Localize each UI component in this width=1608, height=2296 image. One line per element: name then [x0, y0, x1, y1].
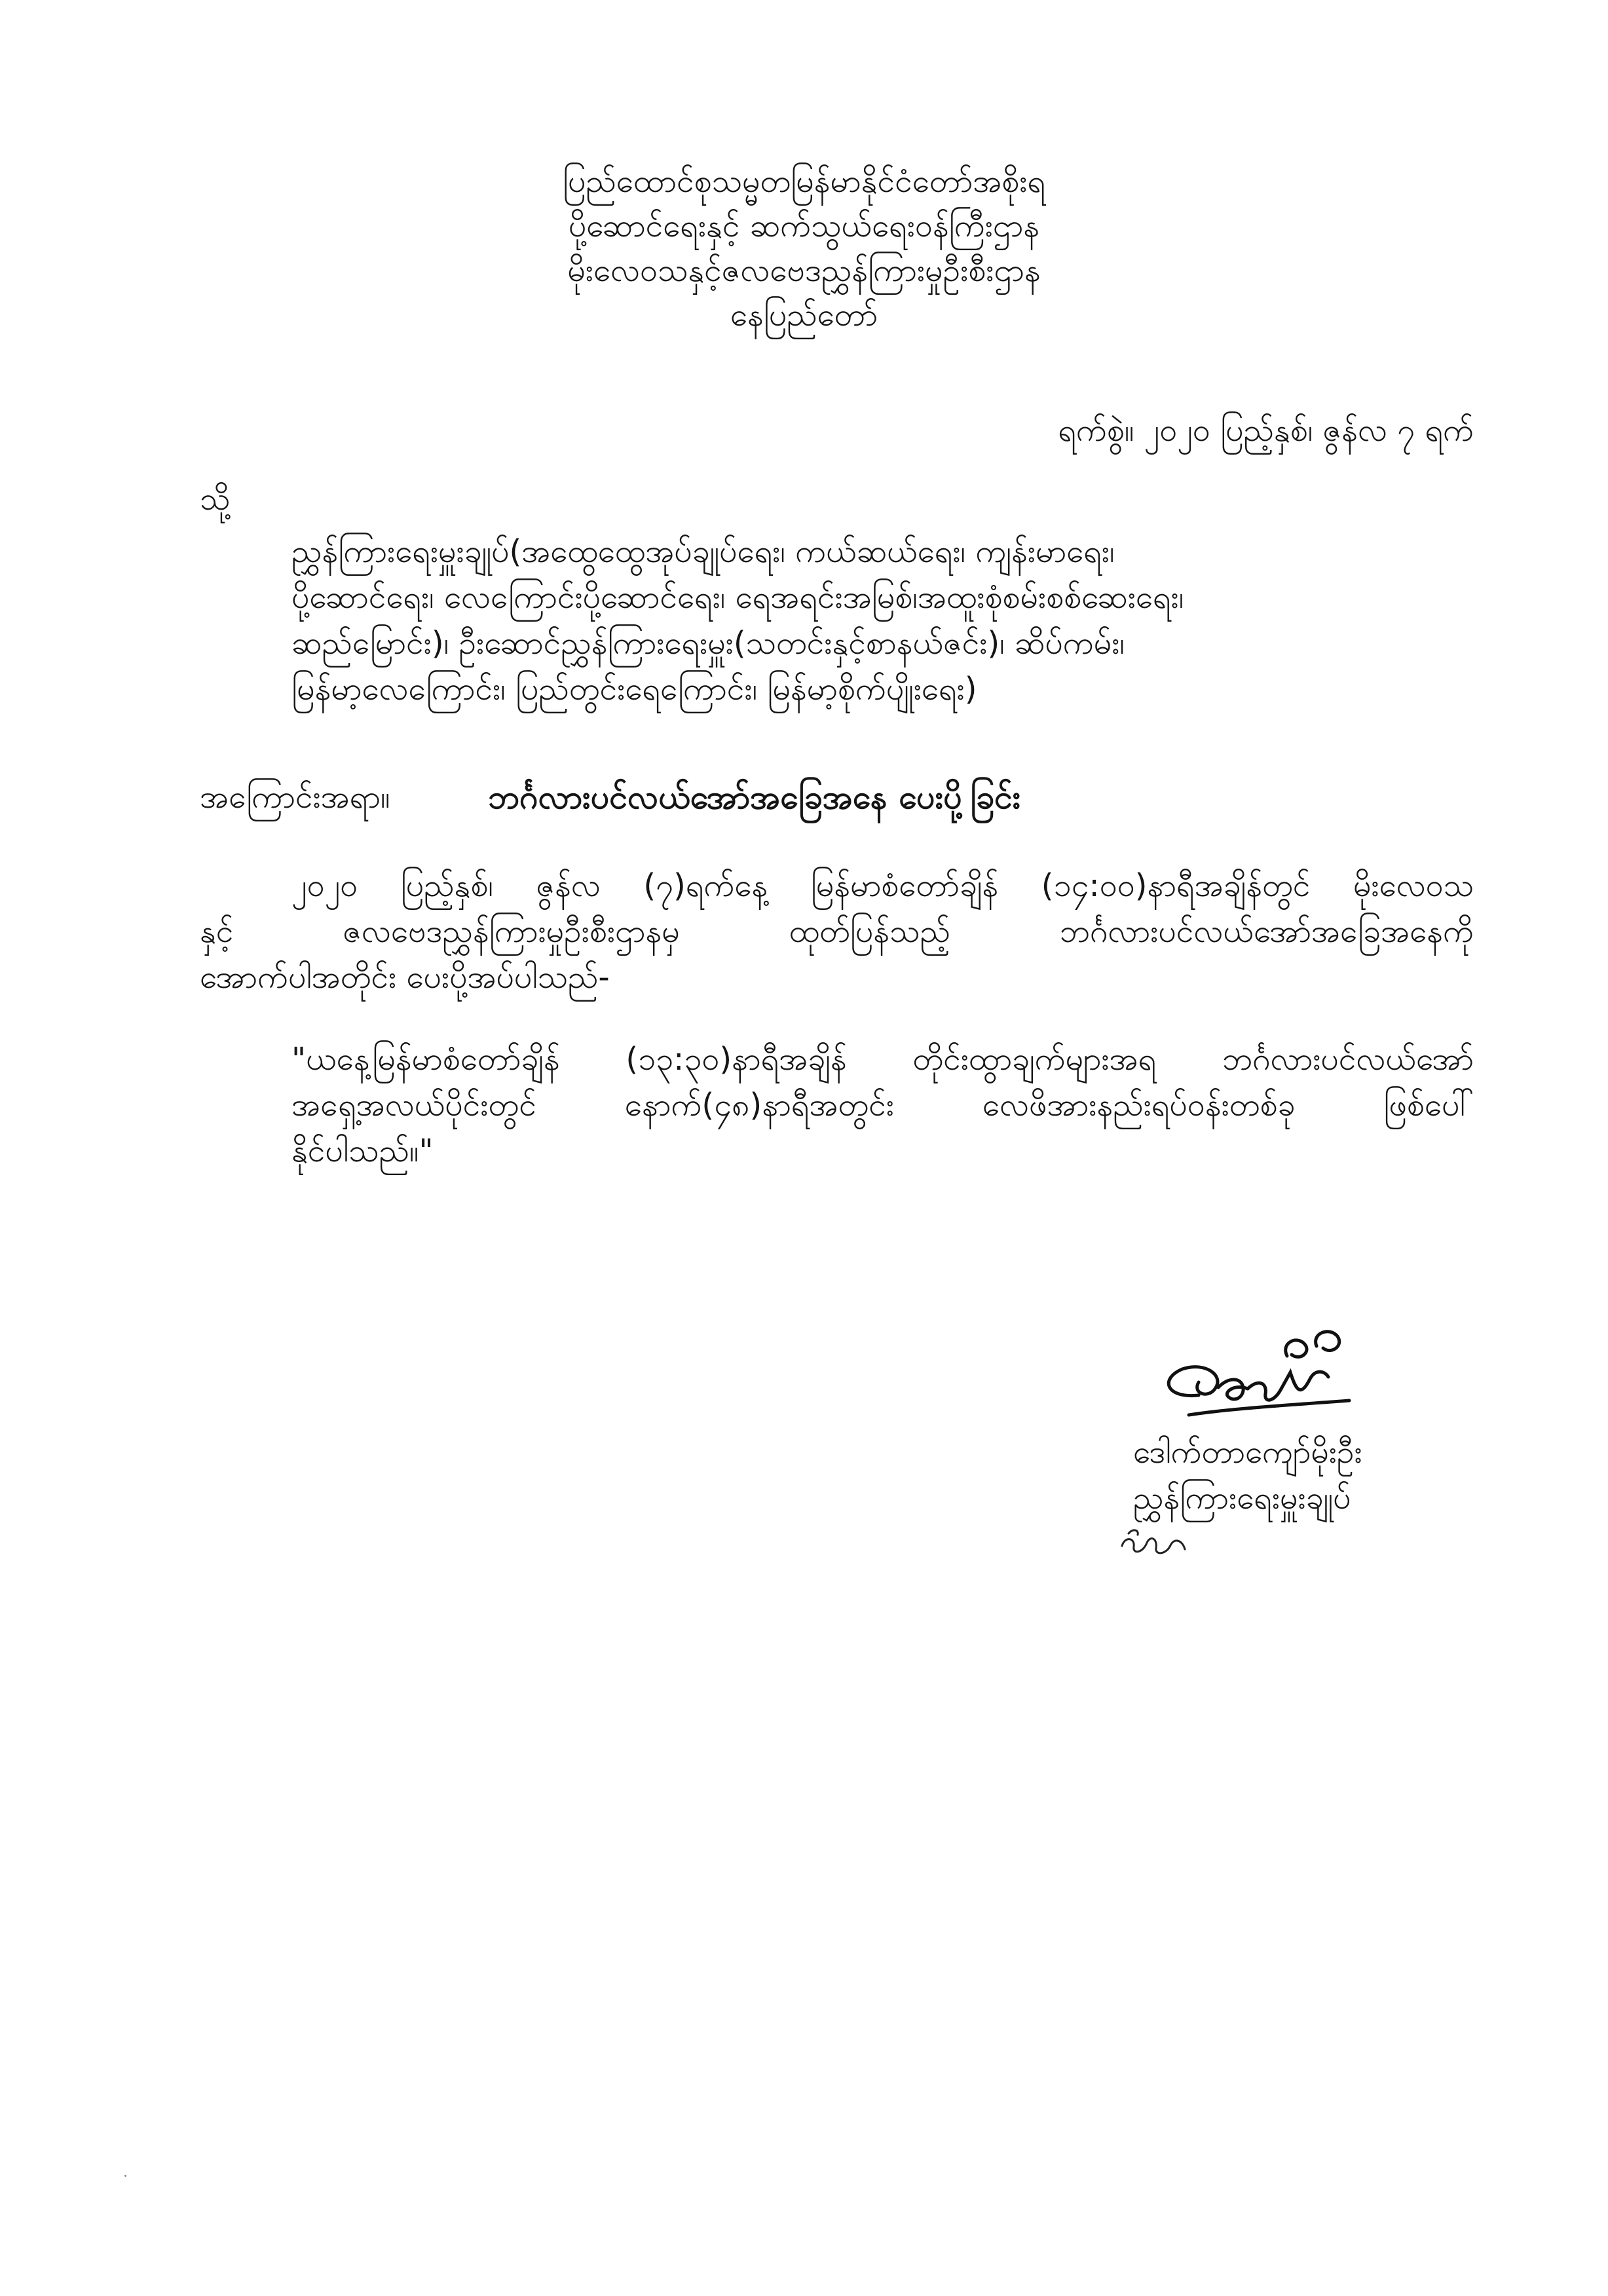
signatory-name: ဒေါက်တာကျော်မိုးဦး: [1133, 1434, 1362, 1471]
recipient-line-2: ပို့ဆောင်ရေး၊ လေကြောင်းပို့ဆောင်ရေး၊ ရေအရင်းအမြစ်၊အထူးစုံစမ်းစစ်ဆေးရေး၊: [291, 579, 1184, 616]
header-city: နေပြည်တော်: [730, 297, 878, 333]
recipient-line-3: ဆည်မြောင်း)၊ ဦးဆောင်ညွှန်ကြားရေးမှူး(သတင်းနှင့်စာနယ်ဇင်း)၊ ဆိပ်ကမ်း၊: [291, 625, 1125, 662]
handwritten-signature: [1153, 1317, 1369, 1428]
subject-text: ဘင်္ဂလားပင်လယ်အော်အခြေအနေ ပေးပို့ခြင်း: [488, 778, 1021, 816]
header-department: မိုးလေဝသနှင့်ဇလဗေဒညွှန်ကြားမှုဦးစီးဌာန: [567, 252, 1041, 289]
body-paragraph-line-3: အောက်ပါအတိုင်း ပေးပို့အပ်ပါသည်-: [200, 959, 610, 996]
quote-line-1: "ယနေ့မြန်မာစံတော်ချိန် (၁၃:၃၀)နာရီအချိန် တိုင်းထွာချက်များအရ ဘင်္ဂလားပင်လယ်အော်: [291, 1041, 1474, 1078]
body-paragraph-line-2: နှင့် ဇလဗေဒညွှန်ကြားမှုဦးစီးဌာနမှ ထုတ်ပြန်သည့် ဘင်္ဂလားပင်လယ်အော်အခြေအနေကို: [200, 913, 1474, 950]
recipient-line-4: မြန်မာ့လေကြောင်း၊ ပြည်တွင်းရေကြောင်း၊ မြန်မာ့စိုက်ပျိုးရေး): [291, 671, 977, 707]
header-government: ပြည်ထောင်စုသမ္မတမြန်မာနိုင်ငံတော်အစိုးရ: [562, 163, 1046, 200]
body-paragraph-line-1: ၂၀၂၀ ပြည့်နှစ်၊ ဇွန်လ (၇)ရက်နေ့ မြန်မာစံတော်ချိန် (၁၄:၀၀)နာရီအချိန်တွင် မိုးလေဝသ: [291, 867, 1474, 904]
scan-speck: [124, 2175, 126, 2177]
header-ministry: ပို့ဆောင်ရေးနှင့် ဆက်သွယ်ရေးဝန်ကြီးဌာန: [568, 208, 1040, 244]
quote-line-3: နိုင်ပါသည်။": [291, 1133, 434, 1169]
subject-label: အကြောင်းအရာ။: [200, 779, 390, 816]
quote-line-2: အရှေ့အလယ်ပိုင်းတွင် နောက်(၄၈)နာရီအတွင်း လေဖိအားနည်းရပ်ဝန်းတစ်ခု ဖြစ်ပေါ်: [291, 1087, 1474, 1123]
signatory-title: ညွှန်ကြားရေးမှူးချုပ်: [1133, 1480, 1351, 1516]
recipient-line-1: ညွှန်ကြားရေးမှူးချုပ်(အထွေထွေအုပ်ချုပ်ရေး၊ ကယ်ဆယ်ရေး၊ ကျန်းမာရေး၊: [291, 533, 1115, 570]
to-label: သို့: [200, 481, 231, 518]
handwritten-initials: [1117, 1523, 1195, 1562]
letter-date: ရက်စွဲ။ ၂၀၂၀ ပြည့်နှစ်၊ ဇွန်လ ၇ ရက်: [1058, 412, 1474, 449]
